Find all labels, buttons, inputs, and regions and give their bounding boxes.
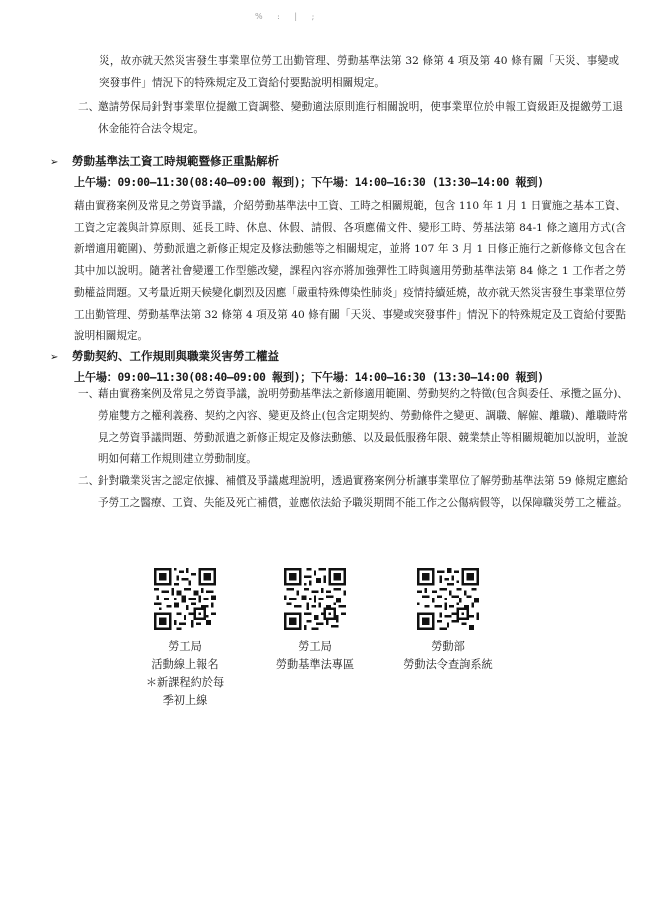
arrow-bullet-icon: ➢ bbox=[50, 157, 59, 168]
qr-note-line2: 季初上線 bbox=[162, 694, 208, 707]
qr-caption-line2: 勞動基準法專區 bbox=[275, 658, 355, 671]
qr-caption-line2: 勞動法令查詢系統 bbox=[403, 658, 493, 671]
continuation-paragraph: 災，故亦就天然災害發生事業單位勞工出勤管理、勞動基準法第 32 條第 4 項及第 40 條有關「天災、事變或突發事件」情況下的特殊規定及工資給付要點說明相關規定。 bbox=[99, 55, 619, 89]
qr-caption-line1: 勞工局 bbox=[298, 640, 332, 653]
item-number: 一、 bbox=[78, 388, 100, 400]
arrow-bullet-icon: ➢ bbox=[50, 352, 59, 363]
qr-caption-line2: 活動線上報名 bbox=[151, 658, 219, 671]
qr-caption bbox=[245, 638, 385, 674]
section-title: 勞動基準法工資工時規範暨修正重點解析 bbox=[72, 154, 279, 168]
item-text: 邀請勞保局針對事業單位提繳工資調整、變動適法原則進行相關說明，使事業單位於申報工資級距及提繳勞工退休金能符合法令規定。 bbox=[98, 101, 623, 135]
section-title: 勞動契約、工作規則與職業災害勞工權益 bbox=[72, 349, 279, 363]
qr-caption-line1: 勞工局 bbox=[168, 640, 202, 653]
qr-code-block-registration bbox=[115, 568, 255, 710]
qr-code-block-law-search bbox=[378, 568, 518, 674]
qr-caption bbox=[115, 638, 255, 710]
qr-code-icon[interactable] bbox=[154, 568, 216, 630]
faint-header-text: % : | ; bbox=[255, 12, 389, 21]
section-heading-labor-contract bbox=[50, 348, 279, 364]
list-item bbox=[78, 384, 628, 471]
qr-code-icon[interactable] bbox=[284, 568, 346, 630]
qr-code-icon[interactable] bbox=[417, 568, 479, 630]
item-number: 二、 bbox=[78, 101, 100, 113]
section-heading-wage-hours bbox=[50, 153, 279, 169]
item-two-paragraph bbox=[78, 96, 623, 140]
item-number: 二、 bbox=[78, 475, 100, 487]
qr-note-line1: ＊新課程約於每 bbox=[145, 676, 225, 689]
item-text: 針對職業災害之認定依據、補償及爭議處理說明，透過實務案例分析讓事業單位了解勞動基準法第 59 條規定應給予勞工之醫療、工資、失能及死亡補償，並應依法給予職災期間不能工作之公傷病假等，以保障職災勞工之權益。 bbox=[98, 475, 628, 509]
qr-caption bbox=[378, 638, 518, 674]
session-time: 上午場：09:00—11:30(08:40—09:00 報到)；下午場：14:00—16:30 (13:30—14:00 報到) bbox=[74, 371, 544, 384]
section-body: 藉由實務案例及常見之勞資爭議，介紹勞動基準法中工資、工時之相關規範，包含 110 年 1 月 1 日實施之基本工資、工資之定義與計算原則、延長工時、休息、休假、請假、各項應備文件、變形工時、勞基法第 84-1 條之適用方式(含新增適用範圍)、勞動派遣之新修正規定及修法動態等之相關規定，並將 107 年 3 月 1 日修正施行之新修條文包含在其中加以說明。隨著社會變遷工作型態改變，課程內容亦將加強彈性工時與適用勞動基準法第 84 條之 1 工作者之勞動權益問題。又考量近期天候變化劇烈及因應「嚴重特殊傳染性肺炎」疫情持續延燒，故亦就天然災害發生事業單位勞工出勤管理、勞動基準法第 32 條第 4 項及第 40 條有關「天災、事變或突發事件」情況下的特殊規定及工資給付要點說明相關規定。 bbox=[74, 200, 626, 343]
qr-caption-line1: 勞動部 bbox=[431, 640, 465, 653]
qr-code-block-labor-standards bbox=[245, 568, 385, 674]
list-item bbox=[78, 471, 628, 515]
item-text: 藉由實務案例及常見之勞資爭議，說明勞動基準法之新修適用範圍、勞動契約之特徵(包含與委任、承攬之區分)、勞雇雙方之權利義務、契約之內容、變更及終止(包含定期契約、勞動條件之變更、調職、解僱、離職)、離職時常見之勞資爭議問題、勞動派遣之新修正規定及修法動態、以及最低服務年限、競業禁止等相關規範加以說明，並說明如何藉工作規則建立勞動制度。 bbox=[98, 388, 628, 466]
session-time: 上午場：09:00—11:30(08:40—09:00 報到)；下午場：14:00—16:30 (13:30—14:00 報到) bbox=[74, 176, 544, 189]
